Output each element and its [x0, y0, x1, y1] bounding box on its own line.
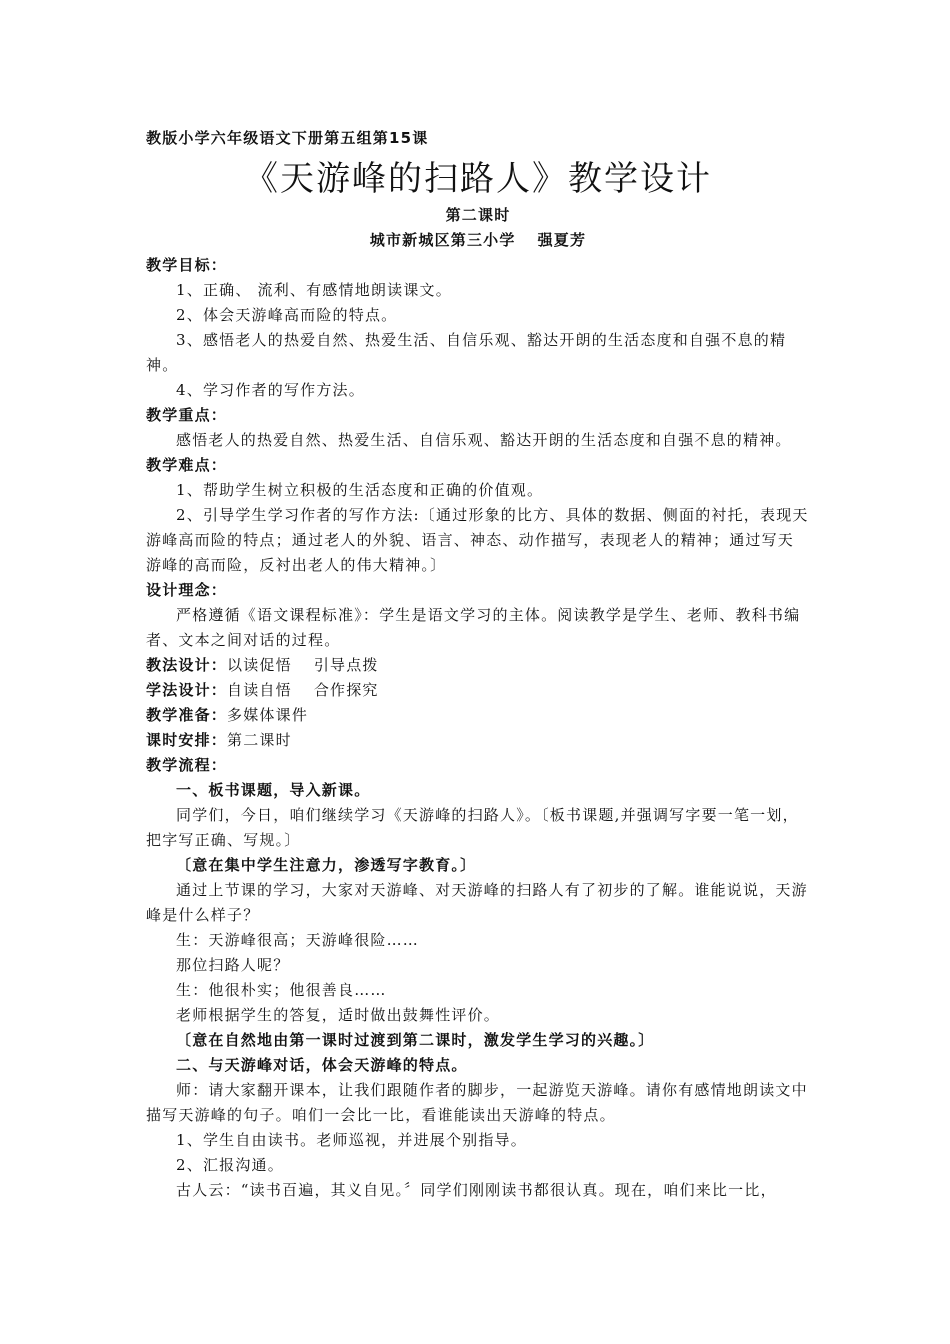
- teaching-method-a: 以读促悟: [227, 656, 292, 674]
- school-name: 城市新城区第三小学: [369, 231, 516, 249]
- paragraph: 生：他很朴实；他很善良……: [176, 981, 387, 999]
- author-name: 强夏芳: [537, 231, 587, 249]
- difficulty-item: 2、引导学生学习作者的写作方法:〔通过形象的比方、具体的数据、侧面的衬托，表现天游峰高而险的特点；通过老人的外貌、语言、神态、动作描写，表现老人的精神；通过写天游峰的高而险，反衬出老人的伟大精神。〕: [146, 506, 809, 574]
- learning-method-b: 合作探究: [313, 681, 379, 699]
- author-line: [146, 228, 810, 253]
- learning-method-row: [146, 678, 810, 703]
- difficulties-heading: 教学难点：: [146, 456, 228, 474]
- concept-heading: 设计理念：: [146, 581, 228, 599]
- teaching-method-label: 教法设计：: [146, 656, 228, 674]
- paragraph: 通过上节课的学习，大家对天游峰、对天游峰的扫路人有了初步的了解。谁能说说，天游峰是什么样子？: [146, 881, 808, 924]
- schedule-row: [146, 728, 810, 753]
- series-label: 教版小学六年级语文下册第五组第15课: [146, 129, 429, 147]
- document-body: [146, 253, 810, 1203]
- section-1-title: 一、板书课题，导入新课。: [176, 781, 371, 799]
- learning-method-label: 学法设计：: [146, 681, 228, 699]
- goals-heading: 教学目标：: [146, 256, 228, 274]
- goal-item: 1、正确、 流利、有感情地朗读课文。: [176, 281, 452, 299]
- section-2-title: 二、与天游峰对话，体会天游峰的特点。: [176, 1056, 468, 1074]
- teaching-method-b: 引导点拨: [313, 656, 379, 674]
- document-title: 《天游峰的扫路人》教学设计: [244, 159, 712, 199]
- key-points-text: 感悟老人的热爱自然、热爱生活、自信乐观、豁达开朗的生活态度和自强不息的精神。: [176, 431, 792, 449]
- lesson-label: 第二课时: [445, 206, 511, 224]
- preparation-label: 教学准备：: [146, 706, 228, 724]
- concept-text: 严格遵循《语文课程标准》：学生是语文学习的主体。阅读教学是学生、老师、教科书编者、文本之间对话的过程。: [146, 606, 801, 649]
- paragraph: 同学们，今日，咱们继续学习《天游峰的扫路人》。〔板书课题,并强调写字要一笔一划，把字写正确、写规。〕: [146, 806, 799, 849]
- paragraph: 1、学生自由读书。老师巡视，并进展个别指导。: [176, 1131, 527, 1149]
- paragraph: 师：请大家翻开课本，让我们跟随作者的脚步，一起游览天游峰。请你有感情地朗读文中描写天游峰的句子。咱们一会比一比，看谁能读出天游峰的特点。: [146, 1081, 808, 1124]
- design-note: 〔意在自然地由第一课时过渡到第二课时，激发学生学习的兴趣。〕: [176, 1031, 655, 1049]
- goal-item: 3、感悟老人的热爱自然、热爱生活、自信乐观、豁达开朗的生活态度和自强不息的精神。: [146, 331, 787, 374]
- preparation-value: 多媒体课件: [227, 706, 309, 724]
- paragraph: 老师根据学生的答复，适时做出鼓舞性评价。: [176, 1006, 501, 1024]
- preparation-row: [146, 703, 810, 728]
- goal-item: 4、学习作者的写作方法。: [176, 381, 365, 399]
- paragraph: 生：天游峰很高；天游峰很险……: [176, 931, 420, 949]
- design-note: 〔意在集中学生注意力，渗透写字教育。〕: [176, 856, 477, 874]
- paragraph: 2、汇报沟通。: [176, 1156, 284, 1174]
- learning-method-a: 自读自悟: [227, 681, 292, 699]
- schedule-value: 第二课时: [227, 731, 292, 749]
- goal-item: 2、体会天游峰高而险的特点。: [176, 306, 398, 324]
- difficulty-item: 1、帮助学生树立积极的生活态度和正确的价值观。: [176, 481, 544, 499]
- key-points-heading: 教学重点：: [146, 406, 228, 424]
- teaching-method-row: [146, 653, 810, 678]
- flow-heading: 教学流程：: [146, 756, 228, 774]
- paragraph: 那位扫路人呢？: [176, 956, 290, 974]
- schedule-label: 课时安排：: [146, 731, 228, 749]
- paragraph: 古人云：“读书百遍，其义自见。〞同学们刚刚读书都很认真。现在，咱们来比一比，: [176, 1181, 777, 1199]
